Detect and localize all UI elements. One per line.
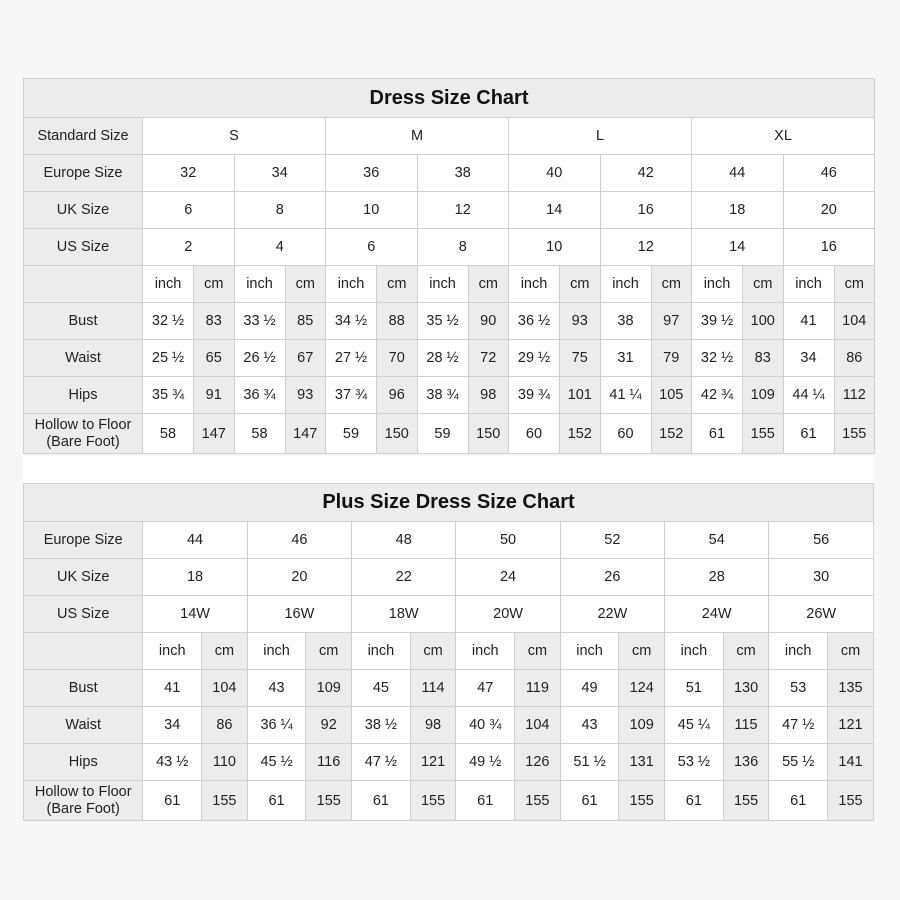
cm-value: 147 [194, 414, 235, 454]
unit-inch-header: inch [143, 266, 194, 303]
unit-inch-header: inch [456, 633, 515, 670]
uk-size-cell: 20 [247, 559, 351, 596]
inch-value: 40 ¾ [456, 707, 515, 744]
inch-value: 58 [234, 414, 285, 454]
unit-cm-header: cm [410, 633, 456, 670]
cm-value: 155 [828, 781, 874, 821]
plus-size-chart-table [23, 483, 874, 821]
inch-value: 61 [352, 781, 411, 821]
unit-inch-header: inch [769, 633, 828, 670]
cm-value: 147 [285, 414, 326, 454]
inch-value: 29 ½ [509, 340, 560, 377]
inch-value: 45 [352, 670, 411, 707]
hollow-to-floor-row [24, 781, 874, 821]
europe-size-cell: 44 [143, 522, 247, 559]
inch-value: 61 [143, 781, 202, 821]
cm-value: 152 [560, 414, 601, 454]
inch-value: 44 ¼ [783, 377, 834, 414]
standard-size-cell: M [326, 118, 509, 155]
row-label: Waist [24, 340, 143, 377]
standard-size-cell: XL [692, 118, 875, 155]
unit-inch-header: inch [234, 266, 285, 303]
europe-size-cell: 40 [509, 155, 601, 192]
cm-value: 135 [828, 670, 874, 707]
cm-value: 72 [468, 340, 509, 377]
cm-value: 124 [619, 670, 665, 707]
inch-value: 61 [665, 781, 724, 821]
cm-value: 155 [619, 781, 665, 821]
inch-value: 61 [769, 781, 828, 821]
bust-row [24, 670, 874, 707]
uk-size-cell: 14 [509, 192, 601, 229]
units-row [24, 633, 874, 670]
inch-value: 33 ½ [234, 303, 285, 340]
chart-title: Dress Size Chart [24, 79, 875, 118]
cm-value: 112 [834, 377, 875, 414]
cm-value: 155 [202, 781, 248, 821]
standard-size-row [24, 118, 875, 155]
cm-value: 91 [194, 377, 235, 414]
cm-value: 119 [515, 670, 561, 707]
inch-value: 61 [456, 781, 515, 821]
cm-value: 155 [410, 781, 456, 821]
cm-value: 70 [377, 340, 418, 377]
inch-value: 47 ½ [769, 707, 828, 744]
europe-size-cell: 52 [560, 522, 664, 559]
us-size-cell: 12 [600, 229, 692, 266]
inch-value: 41 [143, 670, 202, 707]
row-label: Waist [24, 707, 143, 744]
unit-inch-header: inch [560, 633, 619, 670]
inch-value: 53 [769, 670, 828, 707]
europe-size-cell: 46 [783, 155, 875, 192]
inch-value: 59 [417, 414, 468, 454]
unit-cm-header: cm [723, 633, 769, 670]
inch-value: 58 [143, 414, 194, 454]
europe-size-row [24, 155, 875, 192]
us-size-cell: 14 [692, 229, 784, 266]
row-label: Europe Size [24, 522, 143, 559]
inch-value: 61 [247, 781, 306, 821]
cm-value: 104 [834, 303, 875, 340]
unit-cm-header: cm [560, 266, 601, 303]
inch-value: 43 ½ [143, 744, 202, 781]
europe-size-cell: 34 [234, 155, 326, 192]
us-size-cell: 18W [352, 596, 456, 633]
cm-value: 155 [723, 781, 769, 821]
inch-value: 49 ½ [456, 744, 515, 781]
cm-value: 96 [377, 377, 418, 414]
hollow-to-floor-row [24, 414, 875, 454]
row-label-line: Hollow to Floor [34, 783, 132, 800]
inch-value: 38 ½ [352, 707, 411, 744]
inch-value: 37 ¾ [326, 377, 377, 414]
unit-cm-header: cm [377, 266, 418, 303]
row-label-line: (Bare Foot) [46, 433, 120, 450]
title-row [24, 79, 875, 118]
us-size-cell: 16W [247, 596, 351, 633]
inch-value: 55 ½ [769, 744, 828, 781]
cm-value: 86 [202, 707, 248, 744]
unit-inch-header: inch [665, 633, 724, 670]
inch-value: 34 [143, 707, 202, 744]
cm-value: 75 [560, 340, 601, 377]
uk-size-cell: 16 [600, 192, 692, 229]
inch-value: 51 [665, 670, 724, 707]
inch-value: 38 [600, 303, 651, 340]
row-label-blank [24, 266, 143, 303]
inch-value: 31 [600, 340, 651, 377]
row-label: UK Size [24, 559, 143, 596]
inch-value: 38 ¾ [417, 377, 468, 414]
row-label [24, 781, 143, 821]
uk-size-cell: 12 [417, 192, 509, 229]
inch-value: 32 ½ [143, 303, 194, 340]
uk-size-cell: 30 [769, 559, 874, 596]
europe-size-cell: 46 [247, 522, 351, 559]
inch-value: 45 ½ [247, 744, 306, 781]
inch-value: 61 [783, 414, 834, 454]
cm-value: 150 [468, 414, 509, 454]
uk-size-cell: 8 [234, 192, 326, 229]
uk-size-cell: 18 [143, 559, 247, 596]
uk-size-cell: 18 [692, 192, 784, 229]
us-size-cell: 24W [665, 596, 769, 633]
row-label: Hips [24, 377, 143, 414]
bust-row [24, 303, 875, 340]
cm-value: 136 [723, 744, 769, 781]
unit-cm-header: cm [515, 633, 561, 670]
row-label: Bust [24, 303, 143, 340]
cm-value: 155 [743, 414, 784, 454]
inch-value: 36 ¼ [247, 707, 306, 744]
cm-value: 115 [723, 707, 769, 744]
cm-value: 93 [285, 377, 326, 414]
us-size-cell: 16 [783, 229, 875, 266]
inch-value: 49 [560, 670, 619, 707]
cm-value: 79 [651, 340, 692, 377]
us-size-cell: 26W [769, 596, 874, 633]
unit-inch-header: inch [417, 266, 468, 303]
uk-size-cell: 22 [352, 559, 456, 596]
cm-value: 126 [515, 744, 561, 781]
cm-value: 130 [723, 670, 769, 707]
row-label: Europe Size [24, 155, 143, 192]
inch-value: 51 ½ [560, 744, 619, 781]
inch-value: 41 [783, 303, 834, 340]
inch-value: 36 ¾ [234, 377, 285, 414]
cm-value: 86 [834, 340, 875, 377]
uk-size-row [24, 559, 874, 596]
uk-size-cell: 6 [143, 192, 235, 229]
unit-inch-header: inch [509, 266, 560, 303]
standard-size-cell: L [509, 118, 692, 155]
inch-value: 45 ¼ [665, 707, 724, 744]
row-label: Standard Size [24, 118, 143, 155]
inch-value: 26 ½ [234, 340, 285, 377]
cm-value: 92 [306, 707, 352, 744]
row-label: US Size [24, 229, 143, 266]
cm-value: 155 [834, 414, 875, 454]
cm-value: 155 [515, 781, 561, 821]
dress-size-chart-table [23, 78, 875, 454]
uk-size-cell: 24 [456, 559, 560, 596]
row-label: US Size [24, 596, 143, 633]
cm-value: 67 [285, 340, 326, 377]
cm-value: 114 [410, 670, 456, 707]
cm-value: 104 [515, 707, 561, 744]
row-label-line: Hollow to Floor [34, 416, 132, 433]
us-size-cell: 20W [456, 596, 560, 633]
inch-value: 34 ½ [326, 303, 377, 340]
cm-value: 65 [194, 340, 235, 377]
unit-cm-header: cm [306, 633, 352, 670]
cm-value: 110 [202, 744, 248, 781]
waist-row [24, 340, 875, 377]
unit-cm-header: cm [468, 266, 509, 303]
cm-value: 155 [306, 781, 352, 821]
standard-size-cell: S [143, 118, 326, 155]
hips-row [24, 744, 874, 781]
inch-value: 60 [509, 414, 560, 454]
cm-value: 85 [285, 303, 326, 340]
unit-cm-header: cm [202, 633, 248, 670]
unit-cm-header: cm [828, 633, 874, 670]
cm-value: 104 [202, 670, 248, 707]
title-row [24, 484, 874, 522]
cm-value: 83 [194, 303, 235, 340]
inch-value: 39 ¾ [509, 377, 560, 414]
europe-size-cell: 54 [665, 522, 769, 559]
uk-size-row [24, 192, 875, 229]
us-size-cell: 8 [417, 229, 509, 266]
cm-value: 121 [828, 707, 874, 744]
cm-value: 116 [306, 744, 352, 781]
cm-value: 98 [410, 707, 456, 744]
uk-size-cell: 10 [326, 192, 418, 229]
inch-value: 34 [783, 340, 834, 377]
row-label-blank [24, 633, 143, 670]
europe-size-row [24, 522, 874, 559]
unit-cm-header: cm [834, 266, 875, 303]
unit-inch-header: inch [143, 633, 202, 670]
unit-cm-header: cm [619, 633, 665, 670]
us-size-row [24, 596, 874, 633]
cm-value: 109 [743, 377, 784, 414]
inch-value: 25 ½ [143, 340, 194, 377]
inch-value: 59 [326, 414, 377, 454]
cm-value: 90 [468, 303, 509, 340]
uk-size-cell: 28 [665, 559, 769, 596]
inch-value: 39 ½ [692, 303, 743, 340]
row-label-line: (Bare Foot) [46, 800, 120, 817]
inch-value: 27 ½ [326, 340, 377, 377]
europe-size-cell: 32 [143, 155, 235, 192]
cm-value: 141 [828, 744, 874, 781]
inch-value: 36 ½ [509, 303, 560, 340]
inch-value: 47 [456, 670, 515, 707]
cm-value: 109 [306, 670, 352, 707]
uk-size-cell: 20 [783, 192, 875, 229]
unit-cm-header: cm [194, 266, 235, 303]
inch-value: 35 ½ [417, 303, 468, 340]
europe-size-cell: 48 [352, 522, 456, 559]
cm-value: 152 [651, 414, 692, 454]
europe-size-cell: 42 [600, 155, 692, 192]
separator-band [23, 456, 874, 483]
cm-value: 105 [651, 377, 692, 414]
europe-size-cell: 36 [326, 155, 418, 192]
inch-value: 32 ½ [692, 340, 743, 377]
inch-value: 61 [560, 781, 619, 821]
cm-value: 93 [560, 303, 601, 340]
cm-value: 109 [619, 707, 665, 744]
us-size-cell: 22W [560, 596, 664, 633]
unit-inch-header: inch [326, 266, 377, 303]
inch-value: 42 ¾ [692, 377, 743, 414]
cm-value: 101 [560, 377, 601, 414]
unit-cm-header: cm [285, 266, 326, 303]
units-row [24, 266, 875, 303]
unit-inch-header: inch [247, 633, 306, 670]
waist-row [24, 707, 874, 744]
cm-value: 97 [651, 303, 692, 340]
cm-value: 88 [377, 303, 418, 340]
us-size-cell: 10 [509, 229, 601, 266]
europe-size-cell: 44 [692, 155, 784, 192]
row-label: UK Size [24, 192, 143, 229]
inch-value: 43 [560, 707, 619, 744]
row-label: Hips [24, 744, 143, 781]
row-label: Bust [24, 670, 143, 707]
cm-value: 121 [410, 744, 456, 781]
unit-inch-header: inch [692, 266, 743, 303]
unit-inch-header: inch [352, 633, 411, 670]
row-label [24, 414, 143, 454]
inch-value: 60 [600, 414, 651, 454]
hips-row [24, 377, 875, 414]
unit-inch-header: inch [600, 266, 651, 303]
cm-value: 150 [377, 414, 418, 454]
cm-value: 83 [743, 340, 784, 377]
europe-size-cell: 56 [769, 522, 874, 559]
inch-value: 43 [247, 670, 306, 707]
inch-value: 61 [692, 414, 743, 454]
uk-size-cell: 26 [560, 559, 664, 596]
us-size-cell: 14W [143, 596, 247, 633]
inch-value: 28 ½ [417, 340, 468, 377]
inch-value: 35 ¾ [143, 377, 194, 414]
unit-cm-header: cm [651, 266, 692, 303]
us-size-row [24, 229, 875, 266]
us-size-cell: 2 [143, 229, 235, 266]
inch-value: 41 ¼ [600, 377, 651, 414]
europe-size-cell: 38 [417, 155, 509, 192]
unit-cm-header: cm [743, 266, 784, 303]
us-size-cell: 6 [326, 229, 418, 266]
cm-value: 98 [468, 377, 509, 414]
cm-value: 100 [743, 303, 784, 340]
europe-size-cell: 50 [456, 522, 560, 559]
inch-value: 53 ½ [665, 744, 724, 781]
chart-title: Plus Size Dress Size Chart [24, 484, 874, 522]
us-size-cell: 4 [234, 229, 326, 266]
cm-value: 131 [619, 744, 665, 781]
unit-inch-header: inch [783, 266, 834, 303]
inch-value: 47 ½ [352, 744, 411, 781]
